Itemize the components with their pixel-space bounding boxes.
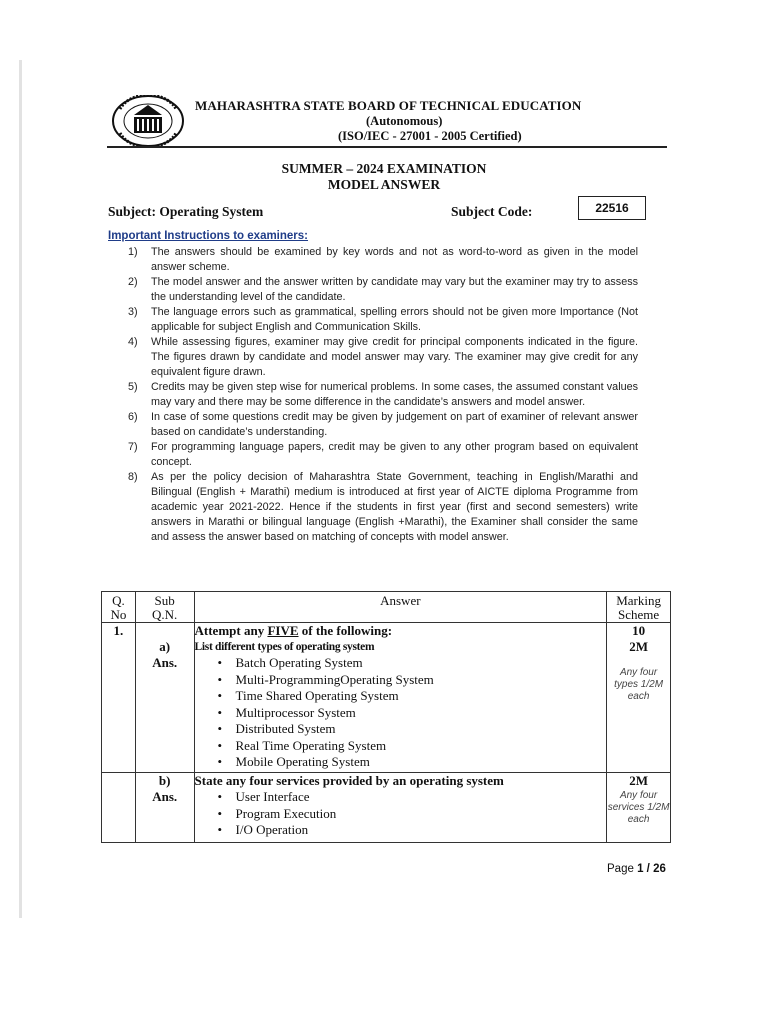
list-item: • Multi-ProgrammingOperating System bbox=[236, 672, 607, 689]
sub-question-cell bbox=[135, 623, 194, 773]
list-item: • Mobile Operating System bbox=[236, 754, 607, 771]
header-marking-line2: Scheme bbox=[618, 607, 660, 622]
answer-cell bbox=[194, 623, 607, 773]
instruction-number: 3) bbox=[128, 306, 138, 318]
question-text: List different types of operating system bbox=[194, 641, 375, 653]
instruction-number: 8) bbox=[128, 471, 138, 483]
question-marks: 2M bbox=[629, 639, 648, 654]
header-divider bbox=[107, 146, 667, 148]
instruction-text: In case of some questions credit may be given by judgement on part of examiner of relevant answer based on candidate’s understanding. bbox=[151, 411, 638, 438]
autonomous-label: (Autonomous) bbox=[366, 114, 443, 128]
instruction-text: For programming language papers, credit may be given to any other program based on equivalent concept. bbox=[151, 441, 638, 468]
page-number: 1 bbox=[637, 863, 644, 875]
page-footer bbox=[607, 863, 666, 875]
marking-note: Any four types 1/2M each bbox=[614, 667, 664, 702]
total-marks: 10 bbox=[632, 623, 646, 638]
question-number: 1. bbox=[102, 623, 136, 773]
list-item: • Time Shared Operating System bbox=[236, 688, 607, 705]
subject-code-label: Subject Code: bbox=[451, 204, 533, 219]
instruction-text: The model answer and the answer written by candidate may vary but the examiner may try to assess the understanding level of the candidate. bbox=[151, 276, 638, 303]
table-row bbox=[102, 773, 671, 843]
page-total: 26 bbox=[653, 863, 666, 875]
instruction-text: The answers should be examined by key words and not as word-to-word as given in the model answer scheme. bbox=[151, 246, 638, 273]
answer-table bbox=[101, 591, 671, 843]
board-name: MAHARASHTRA STATE BOARD OF TECHNICAL EDUCATION bbox=[195, 98, 582, 113]
instruction-item bbox=[108, 275, 638, 305]
instruction-item bbox=[108, 470, 638, 545]
list-item: • I/O Operation bbox=[236, 822, 607, 839]
subject-label: Subject: Operating System bbox=[108, 204, 264, 219]
header-sub-line2: Q.N. bbox=[152, 607, 178, 622]
marking-cell bbox=[607, 623, 671, 773]
list-item: • User Interface bbox=[236, 789, 607, 806]
instructions-list bbox=[108, 245, 638, 545]
table-header-row bbox=[102, 592, 671, 623]
header-sub-line1: Sub bbox=[154, 593, 175, 608]
instruction-text: As per the policy decision of Maharashtra State Government, teaching in English/Marathi and Bilingual (English + Marathi) medium is introduced at first year of AICTE diploma Programme from academic year 2021-2022. Hence if the students in first year (first and second semesters) write answers in Marathi or bilingual language (English +Marathi), the Examiner shall consider the same and assess the answer based on matching of concepts with model answer. bbox=[151, 471, 638, 543]
header-qno bbox=[102, 592, 136, 623]
question-heading bbox=[195, 623, 607, 639]
instruction-text: The language errors such as grammatical, spelling errors should not be given more Importance (Not applicable for subject English and Communication Skills. bbox=[151, 306, 638, 333]
exam-title: SUMMER – 2024 EXAMINATION bbox=[281, 161, 487, 176]
question-marks: 2M bbox=[629, 773, 648, 788]
instruction-number: 7) bbox=[128, 441, 138, 453]
ans-label: Ans. bbox=[152, 789, 178, 804]
list-item: • Multiprocessor System bbox=[236, 705, 607, 722]
sub-question-cell bbox=[135, 773, 194, 843]
list-item: • Real Time Operating System bbox=[236, 738, 607, 755]
instruction-item bbox=[108, 380, 638, 410]
list-item: • Distributed System bbox=[236, 721, 607, 738]
list-item: • Batch Operating System bbox=[236, 655, 607, 672]
page-label: Page bbox=[607, 863, 634, 875]
header-qno-line2: No bbox=[110, 607, 127, 622]
instruction-number: 1) bbox=[128, 246, 138, 258]
instruction-item bbox=[108, 305, 638, 335]
heading-pre: Attempt any bbox=[194, 623, 268, 638]
header-marking-line1: Marking bbox=[616, 593, 661, 608]
heading-post: of the following: bbox=[298, 623, 393, 638]
header-qno-line1: Q. bbox=[112, 593, 125, 608]
instruction-item bbox=[108, 335, 638, 380]
header-sub bbox=[135, 592, 194, 623]
page-separator: / bbox=[646, 863, 650, 875]
answer-cell bbox=[194, 773, 607, 843]
marking-note: Any four services 1/2M each bbox=[607, 790, 670, 825]
sub-question-label: b) bbox=[158, 773, 171, 788]
question-number-empty bbox=[102, 773, 136, 843]
instruction-item bbox=[108, 245, 638, 275]
sub-question-label: a) bbox=[159, 639, 171, 654]
instruction-number: 4) bbox=[128, 336, 138, 348]
instruction-text: While assessing figures, examiner may give credit for principal components indicated in the figure. The figures drawn by candidate and model answer may vary. The examiner may give credit for any equivalent figure drawn. bbox=[151, 336, 638, 378]
instruction-item bbox=[108, 410, 638, 440]
heading-emphasis: FIVE bbox=[267, 623, 299, 638]
msbte-logo-icon bbox=[112, 95, 184, 147]
instruction-number: 6) bbox=[128, 411, 138, 423]
exam-subtitle: MODEL ANSWER bbox=[327, 177, 441, 192]
subject-code-box: 22516 bbox=[578, 196, 646, 220]
list-item: • Program Execution bbox=[236, 806, 607, 823]
answer-list bbox=[195, 655, 607, 771]
question-text: State any four services provided by an operating system bbox=[194, 773, 504, 788]
instruction-text: Credits may be given step wise for numerical problems. In some cases, the assumed constant values may vary and there may be some difference in the candidate’s answers and model answer. bbox=[151, 381, 638, 408]
answer-list bbox=[195, 789, 607, 839]
marking-cell bbox=[607, 773, 671, 843]
instructions-title: Important Instructions to examiners: bbox=[108, 230, 309, 242]
header-answer: Answer bbox=[194, 592, 607, 623]
instruction-number: 5) bbox=[128, 381, 138, 393]
header-marking bbox=[607, 592, 671, 623]
instruction-number: 2) bbox=[128, 276, 138, 288]
ans-label: Ans. bbox=[152, 655, 178, 670]
instruction-item bbox=[108, 440, 638, 470]
iso-certification: (ISO/IEC - 27001 - 2005 Certified) bbox=[338, 129, 522, 143]
table-row bbox=[102, 623, 671, 773]
